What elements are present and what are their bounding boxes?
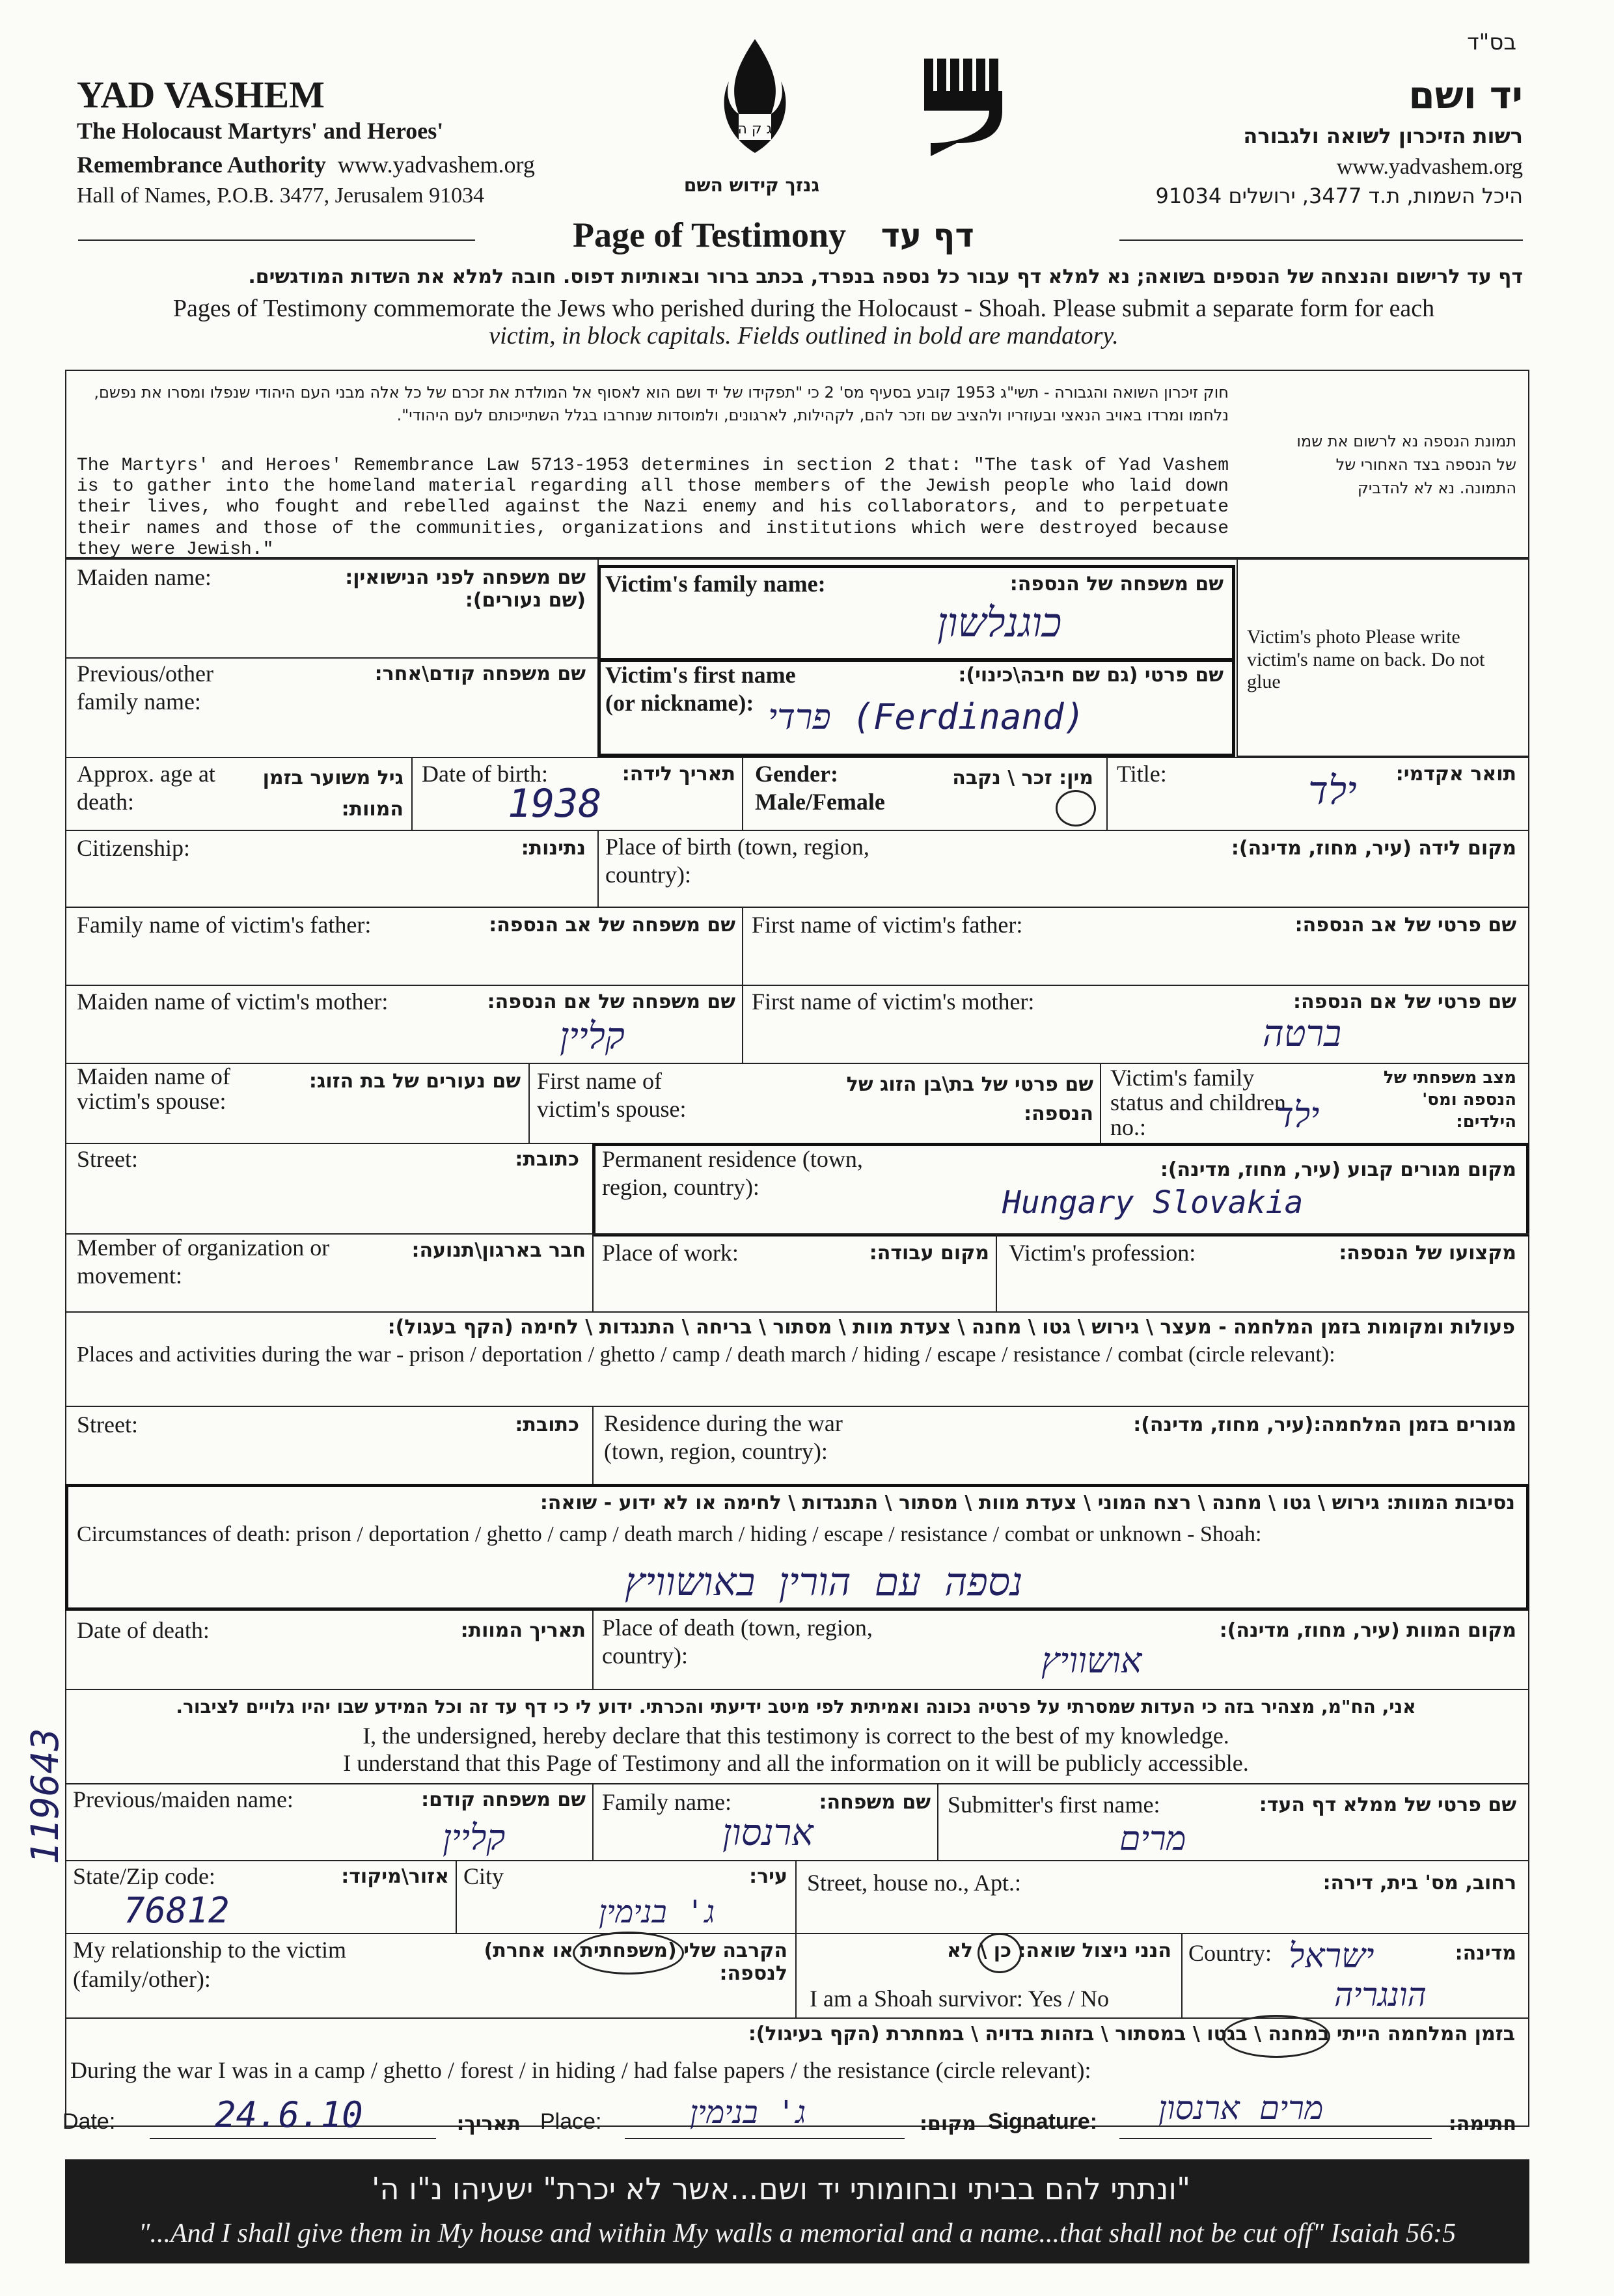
grid-line xyxy=(1106,757,1108,830)
maiden-name-heb: שם משפחה לפני הנישואין: (שם נעורים): xyxy=(345,566,586,612)
title-value: ילד xyxy=(1308,768,1357,813)
father-family-label: Family name of victim's father: xyxy=(77,912,372,938)
title-label: Title: xyxy=(1117,761,1167,787)
org-sub-hebrew: רשות הזיכרון לשואה ולגבורה xyxy=(1243,124,1523,148)
war-status-heb: בזמן המלחמה הייתי במחנה \ בגטו \ במסתור \ בזהות בדויה \ במחתרת (הקף בעיגול): xyxy=(748,2023,1515,2045)
grid-line xyxy=(65,1783,1529,1784)
age-label: Approx. age at death: xyxy=(77,761,215,815)
circumstances-label: Circumstances of death: prison / deportation / ghetto / camp / death march / hiding / escape / resistance / combat or unknown - Shoah: xyxy=(77,1522,1262,1546)
relationship-family-circle xyxy=(573,1932,684,1975)
date-of-death-label: Date of death: xyxy=(77,1617,210,1643)
victim-first-name-value: פרדי (Ferdinand) xyxy=(768,696,1085,737)
grid-line xyxy=(65,1406,1529,1407)
org-name-hebrew: יד ושם xyxy=(1408,73,1523,117)
org-web: www.yadvashem.org xyxy=(337,152,535,178)
date-line xyxy=(150,2138,436,2139)
maiden-name-label: Maiden name: xyxy=(77,564,212,590)
grid-line xyxy=(795,1933,797,2017)
grid-line xyxy=(65,1860,1529,1861)
spouse-maiden-heb: שם נעורים של בת הזוג: xyxy=(308,1070,521,1093)
submitter-family-heb: שם משפחה: xyxy=(819,1791,931,1814)
street-war-heb: כתובת: xyxy=(515,1414,579,1436)
date-of-death-heb: תאריך המוות: xyxy=(460,1619,586,1642)
declaration-en-2: I understand that this Page of Testimony and all the information on it will be publicly accessible. xyxy=(343,1750,1249,1776)
page-title xyxy=(573,215,974,255)
org-web-hebrew: www.yadvashem.org xyxy=(1336,155,1523,179)
grid-line xyxy=(65,1311,1529,1313)
city-heb: עיר: xyxy=(749,1865,787,1888)
title-line-right xyxy=(1119,239,1523,241)
war-camp-circle xyxy=(1222,2015,1330,2058)
org-name: YAD VASHEM xyxy=(77,74,325,116)
city-value: ג' בנימין xyxy=(599,1894,715,1930)
date-heb: תאריך: xyxy=(456,2112,521,2135)
family-status-label: Victim's family status and children no.: xyxy=(1110,1065,1286,1140)
grid-line xyxy=(65,757,1529,758)
address-heb: רחוב, מס' בית, דירה: xyxy=(1322,1872,1516,1894)
photo-note-en: Victim's photo Please write victim's name on back. Do not glue xyxy=(1247,626,1485,692)
svg-text:ג ק ה: ג ק ה xyxy=(737,121,773,137)
family-status-value: ילד xyxy=(1276,1095,1320,1136)
submitter-family-value: ארנסון xyxy=(722,1812,814,1854)
org-address-hebrew: היכל השמות, ת.ד 3477, ירושלים 91034 xyxy=(1155,184,1523,208)
grid-line xyxy=(65,907,1529,908)
place-of-death-label: Place of death (town, region, country): xyxy=(602,1615,873,1669)
submitter-prev-value: קליין xyxy=(443,1817,506,1858)
submitter-first-label: Submitter's first name: xyxy=(948,1792,1160,1818)
submitter-prev-label: Previous/maiden name: xyxy=(73,1786,294,1812)
zip-label: State/Zip code: xyxy=(73,1863,215,1889)
submitter-first-heb: שם פרטי של ממלא דף העד: xyxy=(1259,1794,1516,1816)
law-hebrew: חוק זיכרון השואה והגבורה - תשי"ג 1953 קובע בסעיף מס' 2 כי "תפקידו של יד ושם הוא לאסוף אל המולדת את זכרם של כל אלה מבני העם היהודי שנפלו ומסרו את נפשם, נלחמו ומרדו באויב הנאצי ובעוזריו ולהציב שם וזכר להם, לקהילות, לארגונים, ולמוסדות שנחרבו בגלל השתייכותם לעם היהודי". xyxy=(94,383,1229,424)
spouse-maiden-label: Maiden name of victim's spouse: xyxy=(77,1063,230,1114)
grid-line xyxy=(528,1063,530,1143)
organization-heb: חבר בארגון\תנועה: xyxy=(411,1239,586,1262)
grid-line xyxy=(65,830,1529,831)
survivor-country-note: הונגריה xyxy=(1334,1976,1427,2014)
father-family-heb: שם משפחה של אב הנספה: xyxy=(489,914,735,936)
victim-first-name-heb: שם פרטי (גם שם חיבה\כינוי): xyxy=(958,664,1224,687)
footer-english: "...And I shall give them in My house and within My walls a memorial and a name...that shall not be cut off" Isaiah 56:5 xyxy=(138,2219,1457,2248)
zip-heb: אזור\מיקוד: xyxy=(341,1865,449,1888)
relationship-heb: הקרבה שלי (משפחתית או אחרת) לנספה: xyxy=(484,1939,787,1985)
grid-line xyxy=(592,1611,594,1689)
mother-maiden-value: קליין xyxy=(560,1015,625,1058)
country-heb: מדינה: xyxy=(1455,1942,1516,1965)
pob-label: Place of birth (town, region, country): xyxy=(605,834,869,888)
grid-line xyxy=(1100,1063,1101,1143)
flame-logo xyxy=(716,36,794,159)
father-first-heb: שם פרטי של אב הנספה: xyxy=(1294,914,1516,936)
grid-line xyxy=(65,1689,1529,1690)
gender-male-circle xyxy=(1056,790,1096,827)
victim-family-name-label: Victim's family name: xyxy=(605,571,826,597)
permanent-residence-value: Hungary Slovakia xyxy=(1002,1184,1304,1221)
place-value: ג' בנימין xyxy=(690,2094,806,2131)
organization-label: Member of organization or movement: xyxy=(77,1235,330,1289)
gender-heb: מין: זכר \ נקבה xyxy=(952,767,1093,789)
grid-line xyxy=(65,1063,1529,1064)
pob-heb: מקום לידה (עיר, מחוז, מדינה): xyxy=(1231,837,1516,860)
spouse-first-heb: שם פרטי של בת\בן הזוג של הנספה: xyxy=(846,1073,1093,1125)
grid-line xyxy=(456,1860,457,1933)
title-line-left xyxy=(78,239,475,241)
signature-heb: חתימה: xyxy=(1448,2112,1516,2135)
signature-label: Signature: xyxy=(988,2109,1098,2134)
org-sub2-label: Remembrance Authority xyxy=(77,152,326,178)
signature-line xyxy=(1119,2138,1432,2139)
dob-label: Date of birth: xyxy=(422,761,548,787)
spouse-first-label: First name of victim's spouse: xyxy=(537,1068,687,1123)
grid-line xyxy=(592,1233,594,1311)
org-address: Hall of Names, P.O.B. 3477, Jerusalem 91034 xyxy=(77,184,485,208)
survivor-heb: הנני ניצול שואה: כן \ לא xyxy=(946,1939,1171,1962)
father-first-label: First name of victim's father: xyxy=(752,912,1023,938)
place-line xyxy=(625,2138,905,2139)
grid-line xyxy=(65,1933,1529,1934)
previous-name-label: Previous/other family name: xyxy=(77,661,213,715)
places-heb: פעולות ומקומות בזמן המלחמה - מעצר \ גירוש \ גטו \ מחנה \ צעדת מוות \ מסתור \ בריחה \ התנגדות \ לחימה (הקף בעגול): xyxy=(387,1316,1515,1339)
permanent-residence-label: Permanent residence (town, region, country): xyxy=(602,1146,863,1201)
mother-maiden-label: Maiden name of victim's mother: xyxy=(77,989,389,1015)
grid-line xyxy=(795,1860,797,1933)
page-title-en: Page of Testimony xyxy=(573,215,847,254)
law-english: The Martyrs' and Heroes' Remembrance Law 5713-1953 determines in section 2 that: "The task of Yad Vashem is to gather into the homeland material regarding all those members of the Jewish people who laid down their lives, who fought and rebelled against the Nazi enemy and his collaborators, and to perpetuate their names and those of the communities, organizations and institutions which were destroyed because they were Jewish." xyxy=(77,456,1229,560)
submitter-prev-heb: שם משפחה קודם: xyxy=(421,1788,586,1811)
mother-first-label: First name of victim's mother: xyxy=(752,989,1035,1015)
grid-line xyxy=(65,657,599,659)
title-heb: תואר אקדמי: xyxy=(1395,763,1516,786)
street-label: Street: xyxy=(77,1146,138,1172)
date-label: Date: xyxy=(62,2109,116,2134)
zip-value: 76812 xyxy=(124,1890,230,1931)
grid-line xyxy=(592,1406,594,1484)
address-label: Street, house no., Apt.: xyxy=(807,1870,1021,1896)
place-label: Place: xyxy=(540,2109,602,2134)
intro-en-2: victim, in block capitals. Fields outlined in bold are mandatory. xyxy=(489,322,1119,349)
grid-line xyxy=(597,830,599,907)
grid-line xyxy=(742,757,743,830)
victim-first-name-label: Victim's first name (or nickname): xyxy=(605,662,796,717)
place-of-death-value: אושוויץ xyxy=(1041,1640,1142,1681)
street-war-label: Street: xyxy=(77,1412,138,1438)
permanent-residence-heb: מקום מגורים קבוע (עיר, מחוז, מדינה): xyxy=(1160,1158,1516,1181)
intro-en-1: Pages of Testimony commemorate the Jews who perished during the Holocaust - Shoah. Please submit a separate form for each xyxy=(172,295,1435,322)
grid-line xyxy=(1181,1933,1183,2017)
war-status-label: During the war I was in a camp / ghetto / forest / in hiding / had false papers / the resistance (circle relevant): xyxy=(70,2057,1091,2083)
dob-value: 1938 xyxy=(508,781,602,827)
city-label: City xyxy=(463,1863,504,1889)
place-of-death-heb: מקום המוות (עיר, מחוז, מדינה): xyxy=(1219,1619,1516,1642)
footer-banner xyxy=(65,2159,1529,2263)
profession-label: Victim's profession: xyxy=(1009,1240,1196,1266)
grid-line xyxy=(411,757,413,830)
mother-first-value: ברטה xyxy=(1263,1013,1342,1055)
citizenship-label: Citizenship: xyxy=(77,835,190,861)
declaration-heb: אני, הח"מ, מצהיר בזה כי העדות שמסרתי על פרטיה נכונה ואמיתית לפי מיטב ידיעתי והכרתי. ידוע לי כי דף עד זה וכל המידע שבו יהיו גלויים לציבור. xyxy=(176,1696,1416,1717)
submitter-first-value: מרים xyxy=(1119,1820,1186,1859)
citizenship-heb: נתינות: xyxy=(521,837,586,860)
top-hebrew: בס"ד xyxy=(1467,29,1516,55)
mother-maiden-heb: שם משפחה של אם הנספה: xyxy=(487,991,735,1013)
previous-name-heb: שם משפחה קודם\אחר: xyxy=(374,663,586,685)
side-number: 119643 xyxy=(23,1728,67,1865)
circumstances-heb: נסיבות המוות: גירוש \ גטו \ מחנה \ רצח המוני \ צעדת מוות \ מסתור \ התנגדות \ לחימה או לא ידוע - שואה: xyxy=(540,1492,1515,1514)
relationship-label: My relationship to the victim (family/other): xyxy=(73,1937,346,1992)
declaration-en-1: I, the undersigned, hereby declare that this testimony is correct to the best of my knowledge. xyxy=(362,1723,1229,1749)
submitter-family-label: Family name: xyxy=(602,1789,732,1815)
menorah-logo xyxy=(918,52,1015,169)
grid-line xyxy=(937,1783,938,1860)
work-heb: מקום עבודה: xyxy=(869,1242,989,1264)
age-heb: גיל משוער בזמן המוות: xyxy=(262,767,404,821)
survivor-label: I am a Shoah survivor: Yes / No xyxy=(810,1986,1109,2012)
logo-caption: גנזך קידוש השם xyxy=(683,174,820,196)
victim-family-name-value: כוגנלשון xyxy=(937,599,1062,646)
place-heb: מקום: xyxy=(920,2112,976,2135)
street-heb: כתובת: xyxy=(515,1148,579,1171)
war-residence-label: Residence during the war (town, region, country): xyxy=(604,1410,843,1465)
war-residence-heb: מגורים בזמן המלחמה:(עיר, מחוז, מדינה): xyxy=(1133,1414,1516,1436)
signature-value: מרים ארנסון xyxy=(1158,2089,1324,2127)
footer-hebrew: "ונתתי להם בביתי ובחומותי יד ושם...אשר לא יכרת" ישעיהו נ"ו ה' xyxy=(371,2171,1191,2206)
org-sub2 xyxy=(77,151,535,178)
gender-label: Gender: Male/Female xyxy=(755,761,885,815)
country-label: Country: xyxy=(1188,1940,1272,1966)
intro-hebrew: דף עד לרישום והנצחה של הנספים בשואה; נא למלא דף עבור כל נספה בנפרד, בכתב ברור ובאותיות דפוס. חובה למלא את השדות המודגשים. xyxy=(248,266,1523,288)
grid-line xyxy=(996,1233,997,1311)
family-status-heb: מצב משפחתי של הנספה ומס' הילדים: xyxy=(1383,1068,1516,1132)
victim-family-name-heb: שם משפחה של הנספה: xyxy=(1009,573,1224,595)
places-label: Places and activities during the war - prison / deportation / ghetto / camp / death march / hiding / escape / resistance / combat (circle relevant): xyxy=(77,1343,1335,1367)
grid-line xyxy=(65,985,1529,986)
dob-heb: תאריך לידה: xyxy=(622,763,735,786)
circumstances-value: נספה עם הורין באושוויץ xyxy=(625,1559,1023,1605)
country-value: ישראל xyxy=(1289,1937,1375,1976)
mother-first-heb: שם פרטי של אם הנספה: xyxy=(1293,991,1516,1013)
date-value: 24.6.10 xyxy=(215,2094,363,2135)
survivor-yes-circle xyxy=(978,1933,1022,1973)
work-label: Place of work: xyxy=(602,1240,739,1266)
grid-line xyxy=(592,1783,594,1860)
org-sub1: The Holocaust Martyrs' and Heroes' xyxy=(77,118,444,144)
page-title-heb: דף עד xyxy=(881,217,974,254)
photo-note-hebrew: תמונת הנספה נא לרשום את שמו של הנספה בצד האחורי של התמונה. נא לא להדביק xyxy=(1296,432,1516,497)
grid-line xyxy=(65,2017,1529,2019)
profession-heb: מקצועו של הנספה: xyxy=(1339,1242,1516,1264)
